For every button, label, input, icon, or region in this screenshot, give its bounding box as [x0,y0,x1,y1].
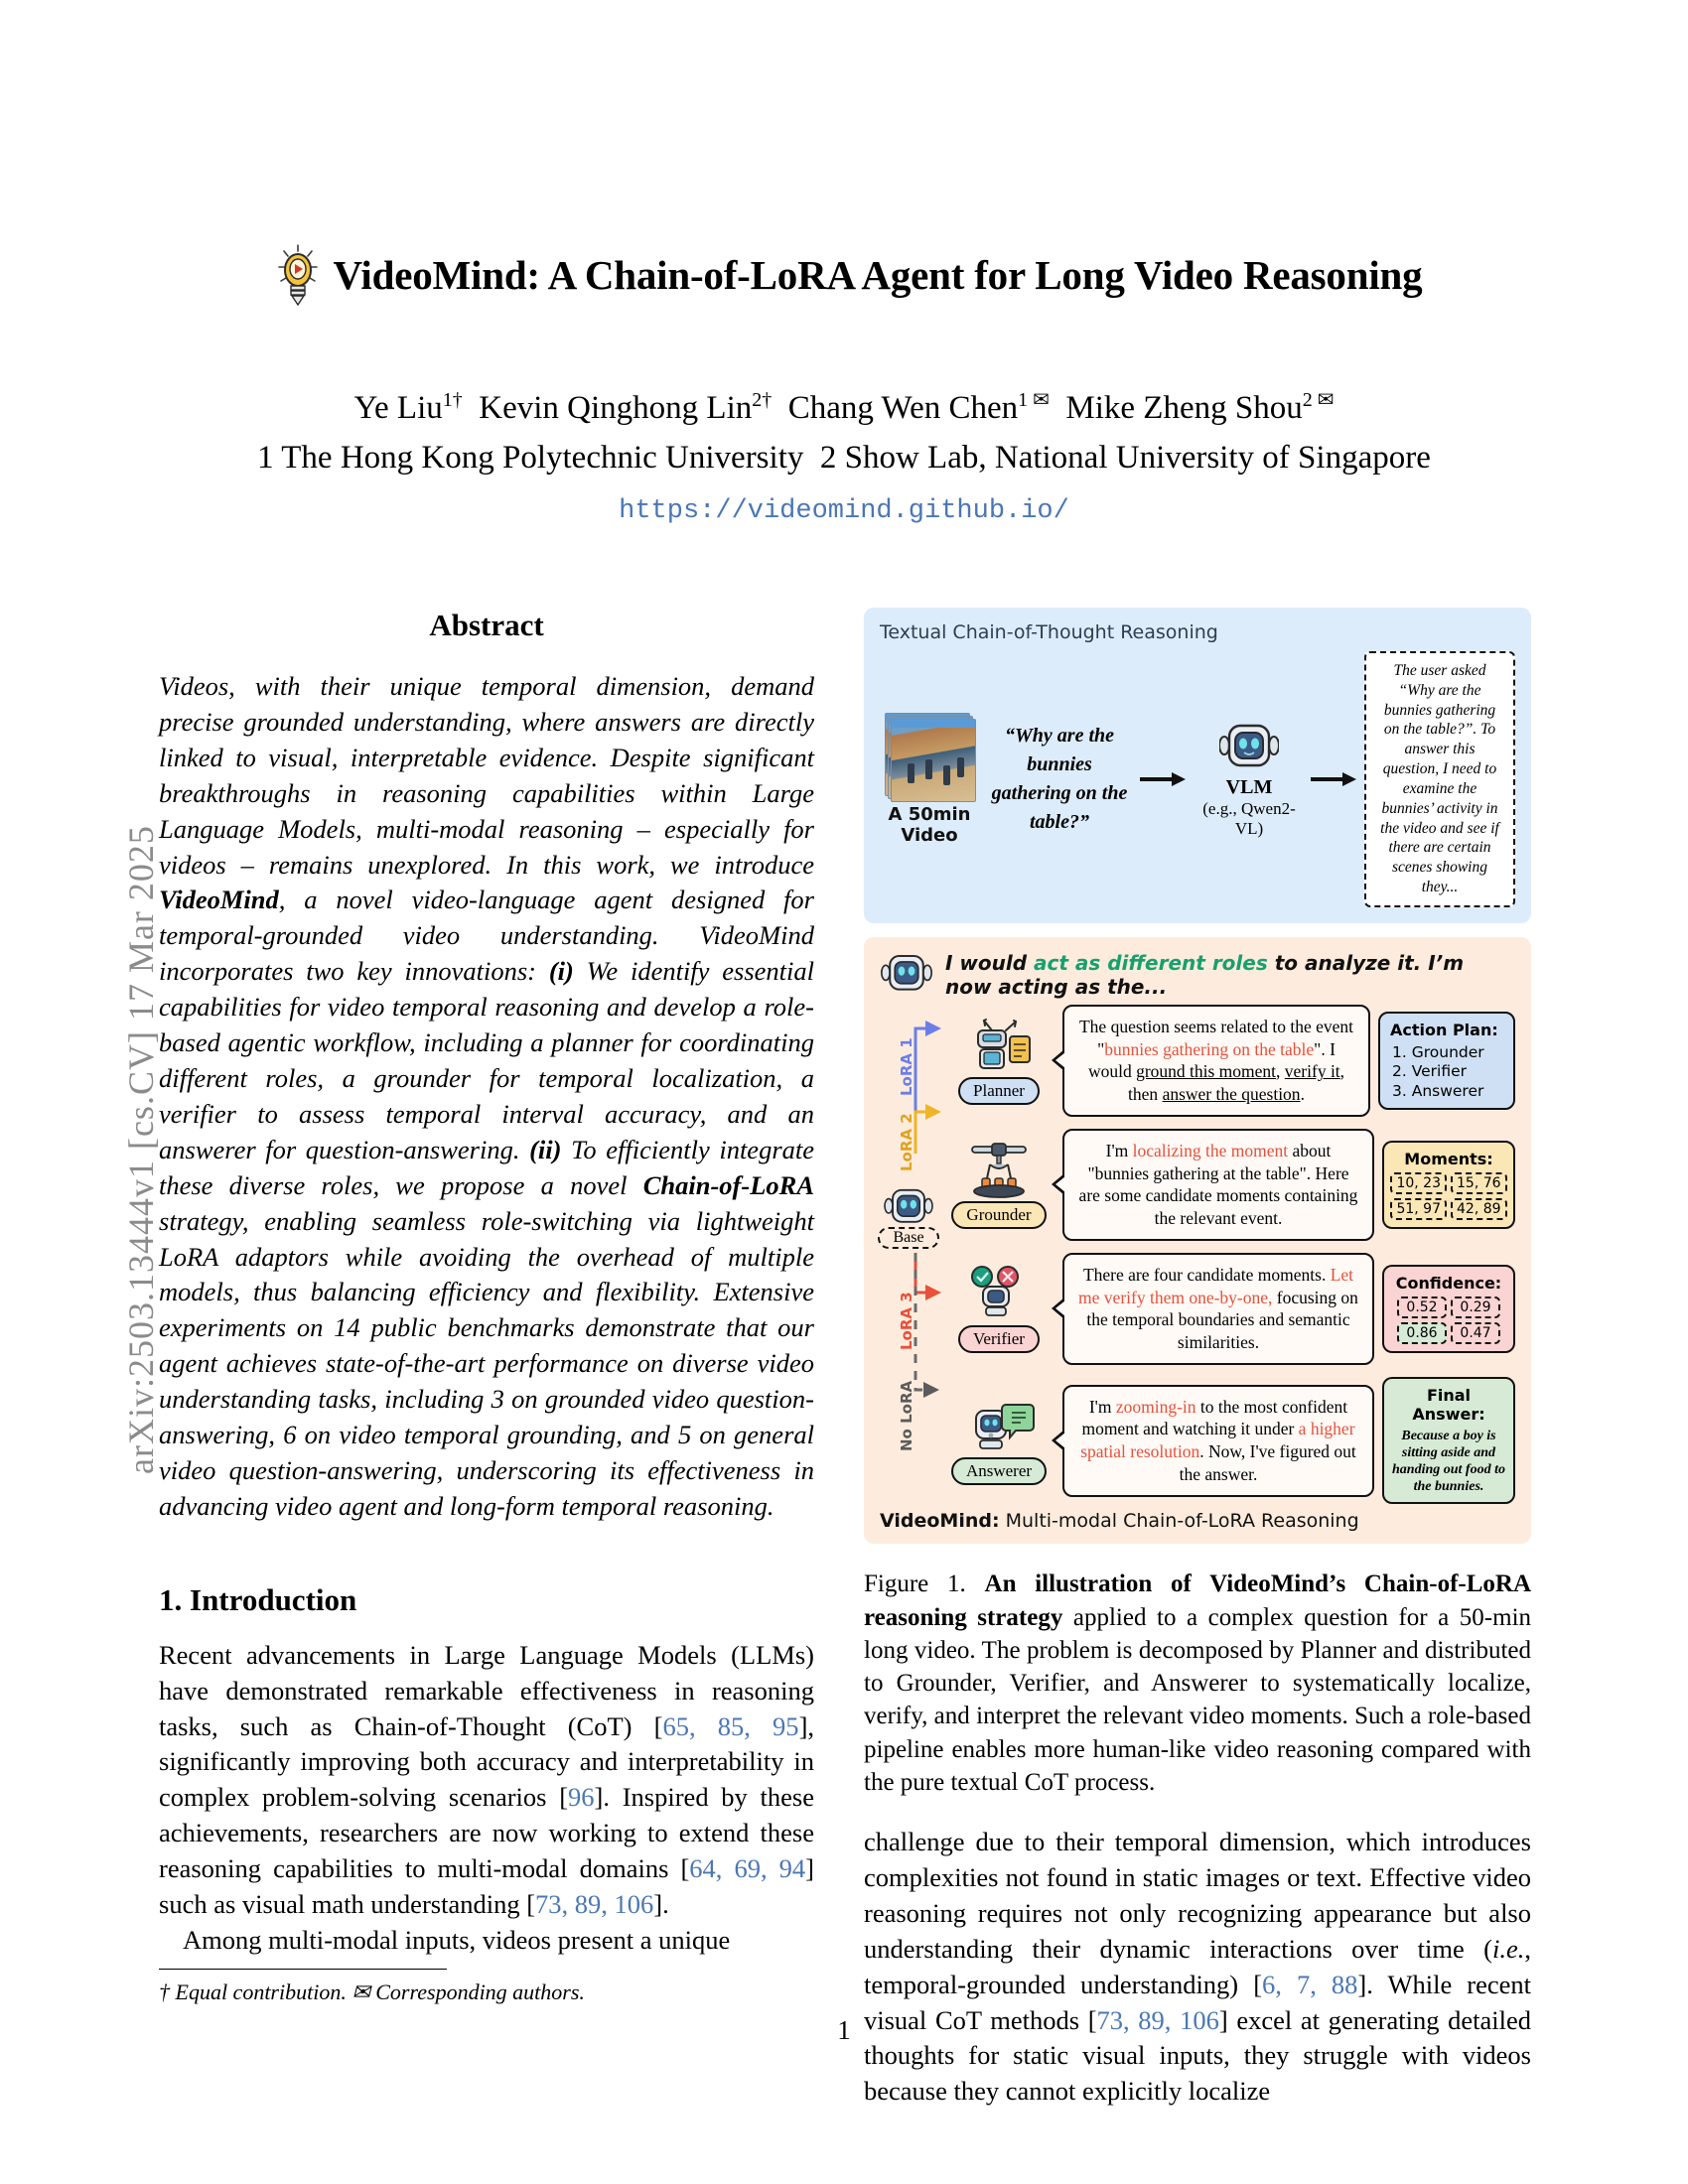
confidence-chip: 0.52 [1397,1297,1447,1318]
confidence-chip-grid [1390,1297,1507,1344]
arrow-right-icon [1140,770,1188,788]
abstract-body: Videos, with their unique temporal dimension, demand precise grounded understanding, where answers are directly linked to visual, interpretable evidence. Despite significant breakthroughs in reasoning capabilities within Large Language Models, multi-modal reasoning – especially for videos – remains unexplored. In this work, we introduce VideoMind, a novel video-language agent designed for temporal-grounded video understanding. VideoMind incorporates two key innovations: (i) We identify essential capabilities for video temporal reasoning and develop a role-based agentic workflow, including a planner for coordinating different roles, a grounder for temporal localization, a verifier to assess temporal interval accuracy, and an answerer for question-answering. (ii) To efficiently integrate these diverse roles, we propose a novel Chain-of-LoRA strategy, enabling seamless role-switching via lightweight LoRA adaptors while avoiding the overhead of multiple models, thus balancing efficiency and flexibility. Extensive experiments on 14 public benchmarks demonstrate that our agent achieves state-of-the-art performance on diverse video understanding tasks, including 3 on grounded video question-answering, 6 on video temporal grounding, and 5 on general video question-answering, underscoring its effectiveness in advancing video agent and long-form temporal reasoning. [159,671,815,1521]
video-thumbnail-caption: A 50min Video [888,803,971,846]
action-plan-item: 1. Grounder [1392,1042,1484,1061]
role-row-grounder [943,1129,1515,1241]
cot-output-box: The user asked “Why are the bunnies gathering on the table?”. To answer this question, I need to examine the bunnies’ activity in the video and see if there are certain scenes showing they... [1364,651,1515,907]
base-label: Base [878,1227,939,1249]
vlm-name: VLM [1225,775,1273,798]
confidence-title: Confidence: [1395,1273,1502,1293]
confidence-chip: 0.29 [1451,1297,1500,1318]
video-frames-stack-icon [885,713,974,800]
videomind-footer-bold: VideoMind: [880,1510,1000,1533]
videomind-panel [864,937,1531,1544]
citation-ref[interactable]: 73, 89, 106 [535,1889,654,1920]
lora-label-4: No LoRA [898,1380,915,1451]
figure-caption-wrap [864,1568,1531,1799]
action-plan-item: 2. Verifier [1392,1062,1468,1081]
lora-label-3: LoRA 3 [898,1292,915,1350]
latin-abbrev-ie: i.e. [1492,1933,1525,1964]
answerer-bubble: I'm zooming-in to the most confident moment and watching it under a higher spatial resolution. Now, I've figured out the answer. [1062,1385,1374,1497]
action-plan-box [1378,1012,1515,1110]
lora-label-1: LoRA 1 [898,1037,915,1096]
confidence-chip: 0.47 [1451,1322,1500,1344]
header-highlight: act as different roles [1034,950,1268,975]
right-paragraph-1: challenge due to their temporal dimension, which introduces complexities not found in static images or text. Effective video reasoning requires not only recognizing appearance but also understanding their dynamic interactions over time (i.e., temporal-grounded understanding) [6, 7, 88]. While recent visual CoT methods [73, 89, 106] excel at generating detailed thoughts for static visual inputs, they struggle with videos because they cannot explicitly localize [864,1827,1532,2107]
vlm-subtitle: (e.g., Qwen2-VL) [1202,798,1296,838]
final-answer-box [1382,1377,1515,1504]
video-thumbnail-block [880,713,979,846]
moment-chip: 42, 89 [1451,1198,1507,1220]
videomind-header [880,951,1515,999]
robot-icon-base [880,951,933,998]
right-column [864,608,1532,2110]
planner-bubble: The question seems related to the event "bunnies gathering on the table". I would ground this moment, verify it, then answer the question. [1062,1005,1370,1117]
videomind-header-text: I would act as different roles to analyze it. I’m now acting as the... [945,950,1465,999]
lora-rail [880,1005,943,1504]
videomind-footer: VideoMind: Multi-modal Chain-of-LoRA Reasoning [880,1510,1359,1533]
verifier-avatar-block [943,1265,1055,1353]
citation-ref[interactable]: 65, 85, 95 [662,1710,799,1741]
right-column-body [864,1825,1531,2110]
answerer-robot-icon [956,1397,1042,1458]
project-url-link[interactable]: https://videomind.github.io/ [619,496,1069,526]
robot-icon [1219,756,1279,773]
grounder-crane-icon [956,1141,1042,1202]
lora-label-2: LoRA 2 [898,1113,915,1171]
moment-chip: 51, 97 [1390,1198,1447,1220]
grounder-role-label: Grounder [951,1201,1046,1229]
section-heading-introduction: 1. Introduction [159,1581,357,1617]
page-number: 1 [837,2015,851,2045]
intro-paragraph-1: Recent advancements in Large Language Models (LLMs) have demonstrated remarkable effectiveness in reasoning tasks, such as Chain-of-Thought (CoT) [65, 85, 95], significantly improving both accuracy and interpretability in complex problem-solving scenarios [96]. Inspired by these achievements, researchers are now working to extend these reasoning capabilities to multi-modal domains [64, 69, 94] such as visual math understanding [73, 89, 106]. [159,1639,815,1920]
abstract-term-chain-of-lora: Chain-of-LoRA [642,1169,814,1200]
answerer-role-label: Answerer [951,1457,1047,1485]
affiliations-line: 1 The Hong Kong Polytechnic University 2 Show Lab, National University of Singapore [257,440,1431,476]
verifier-role-label: Verifier [958,1325,1040,1353]
abstract-heading: Abstract [429,608,544,642]
cot-flow-row [880,651,1515,907]
title-row [228,243,1470,307]
moments-title: Moments: [1404,1149,1493,1168]
footnote-text: † Equal contribution. ✉ Corresponding authors. [159,1979,585,2004]
footnote-divider [159,1969,447,1970]
base-robot-icon [883,1185,934,1225]
grounder-avatar-block [943,1141,1055,1229]
lightbulb-icon [276,243,320,307]
textual-cot-panel [864,608,1531,923]
base-model-block [878,1185,939,1249]
role-rows [880,1005,1515,1504]
role-row-planner [943,1005,1515,1117]
introduction-body [159,1638,814,1959]
arrow-right-icon-2 [1311,770,1358,788]
verifier-robot-icon [956,1265,1042,1326]
left-column [159,608,814,2005]
cot-panel-label: Textual Chain-of-Thought Reasoning [880,621,1218,643]
citation-ref[interactable]: 6, 7, 88 [1262,1969,1358,1999]
final-answer-title: Final Answer: [1412,1385,1485,1424]
planner-role-label: Planner [958,1077,1040,1105]
action-plan-list [1390,1043,1507,1101]
abstract-term-videomind: VideoMind [159,885,279,915]
final-answer-text: Because a boy is sitting aside and handing out food to the bunnies. [1392,1428,1505,1495]
arxiv-stamp: arXiv:2503.13444v1 [cs.CV] 17 Mar 2025 [121,825,161,1474]
page-title: VideoMind: A Chain-of-LoRA Agent for Long Video Reasoning [333,252,1423,298]
action-plan-item: 3. Answerer [1392,1081,1484,1100]
confidence-box [1382,1265,1515,1353]
citation-ref[interactable]: 96 [568,1782,595,1813]
planner-robot-icon [956,1017,1042,1078]
vlm-block [1194,720,1305,839]
authors-line: Ye Liu$^{1\dagger}$ Kevin Qinghong Lin$^{2\dagger}$ Chang Wen Chen$^{1 ✉}$ Mike Zheng Shou$^{2 ✉}$ [353,389,1335,426]
verifier-bubble: There are four candidate moments. Let me verify them one-by-one, focusing on the temporal boundaries and semantic similarities. [1062,1253,1374,1365]
intro-paragraph-2: Among multi-modal inputs, videos present a unique [183,1925,731,1955]
moment-chip: 15, 76 [1451,1172,1507,1194]
figure-1 [864,608,1531,2110]
figure-caption-bold: An illustration of VideoMind’s Chain-of-LoRA reasoning strategy [864,1570,1531,1631]
cot-question-text: “Why are the bunnies gathering on the table?” [991,724,1128,833]
answerer-avatar-block [943,1397,1055,1485]
grounder-bubble: I'm localizing the moment about "bunnies gathering at the table". Here are some candidate moments containing the relevant event. [1062,1129,1374,1241]
moment-chip: 10, 23 [1390,1172,1447,1194]
figure-caption: Figure 1. An illustration of VideoMind’s Chain-of-LoRA reasoning strategy applied to a complex question for a 50-min long video. The problem is decomposed by Planner and distributed to Grounder, Verifier, and Answerer to systematically localize, verify, and interpret the relevant video moments. Such a role-based pipeline enables more human-like video reasoning compared with the pure textual CoT process. [864,1570,1532,1796]
citation-ref[interactable]: 64, 69, 94 [689,1853,806,1884]
role-row-verifier [943,1253,1515,1365]
confidence-chip-selected: 0.86 [1397,1322,1447,1344]
abstract-text-part-1: Videos, with their unique temporal dimension, demand precise grounded understanding, where answers are directly linked to visual, interpretable evidence. Despite significant breakthroughs in reasoning capabilities within Large Language Models, multi-modal reasoning – especially for videos – remains unexplored. In this work, we introduce [159,671,814,880]
planner-avatar-block [943,1017,1055,1105]
moments-chip-grid [1390,1172,1507,1220]
role-row-answerer [943,1377,1515,1504]
citation-ref[interactable]: 73, 89, 106 [1096,2004,1219,2035]
action-plan-title: Action Plan: [1390,1020,1498,1039]
moments-box [1382,1141,1515,1229]
